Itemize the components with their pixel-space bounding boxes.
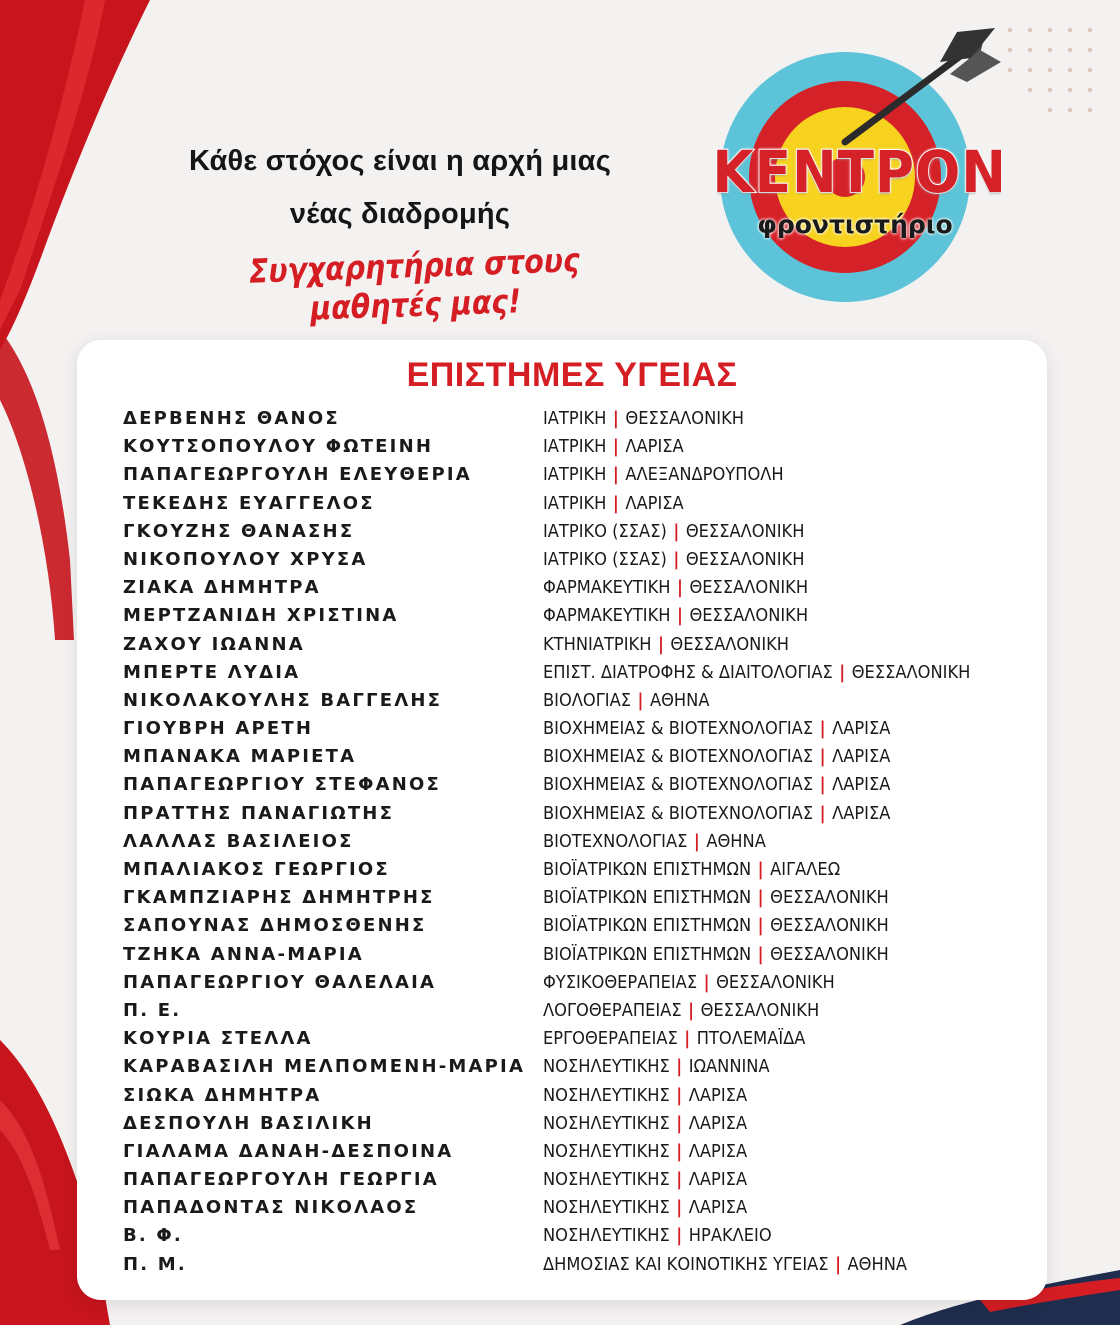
headline-line-1: Κάθε στόχος είναι η αρχή μιας <box>189 145 611 177</box>
admission-detail <box>543 1142 747 1162</box>
school-name: ΕΠΙΣΤ. ΔΙΑΤΡΟΦΗΣ & ΔΙΑΙΤΟΛΟΓΙΑΣ <box>543 662 833 683</box>
student-name: ΜΠΑΝΑΚΑ ΜΑΡΙΕΤΑ <box>123 746 357 768</box>
admission-detail <box>543 1001 819 1021</box>
list-item <box>77 1054 1047 1082</box>
admission-detail <box>543 1114 747 1134</box>
city-name: ΘΕΣΣΑΛΟΝΙΚΗ <box>625 409 745 429</box>
city-name: ΛΑΡΙΣΑ <box>832 803 891 824</box>
list-item <box>77 575 1047 603</box>
school-name: ΝΟΣΗΛΕΥΤΙΚΗΣ <box>543 1226 670 1247</box>
admission-detail <box>543 775 890 795</box>
student-name: ΤΕΚΕΔΗΣ ΕΥΑΓΓΕΛΟΣ <box>123 492 375 514</box>
list-item <box>77 660 1047 688</box>
student-name: ΜΕΡΤΖΑΝΙΔΗ ΧΡΙΣΤΙΝΑ <box>123 605 399 627</box>
logo-subtitle: φροντιστήριο <box>757 210 953 239</box>
city-name: ΙΩΑΝΝΙΝΑ <box>688 1057 770 1078</box>
list-item <box>77 857 1047 885</box>
city-name: ΛΑΡΙΣΑ <box>688 1198 748 1219</box>
school-name: ΦΥΣΙΚΟΘΕΡΑΠΕΙΑΣ <box>543 972 698 993</box>
city-name: ΛΑΡΙΣΑ <box>688 1085 748 1106</box>
city-name: ΛΑΡΙΣΑ <box>832 775 891 796</box>
city-name: ΘΕΣΣΑΛΟΝΙΚΗ <box>851 662 971 683</box>
admission-detail <box>543 719 890 739</box>
separator: | <box>693 831 700 852</box>
separator: | <box>676 1113 683 1134</box>
separator: | <box>839 662 846 683</box>
separator: | <box>819 719 826 740</box>
school-name: ΒΙΟΛΟΓΙΑΣ <box>543 690 632 711</box>
separator: | <box>835 1254 842 1275</box>
student-name: ΣΑΠΟΥΝΑΣ ΔΗΜΟΣΘΕΝΗΣ <box>123 915 427 937</box>
student-name: ΖΙΑΚΑ ΔΗΜΗΤΡΑ <box>123 577 321 599</box>
separator: | <box>657 634 664 655</box>
separator: | <box>819 775 826 796</box>
list-item <box>77 970 1047 998</box>
admission-detail <box>543 945 889 965</box>
city-name: ΑΘΗΝΑ <box>706 831 766 852</box>
school-name: ΝΟΣΗΛΕΥΤΙΚΗΣ <box>543 1057 670 1078</box>
school-name: ΕΡΓΟΘΕΡΑΠΕΙΑΣ <box>543 1029 678 1050</box>
admission-detail <box>543 522 804 542</box>
list-item <box>77 801 1047 829</box>
results-list <box>77 406 1047 1280</box>
separator: | <box>612 409 619 429</box>
school-name: ΒΙΟΧΗΜΕΙΑΣ & ΒΙΟΤΕΧΝΟΛΟΓΙΑΣ <box>543 803 814 824</box>
list-item <box>77 1252 1047 1280</box>
list-item <box>77 913 1047 941</box>
student-name: Π. Μ. <box>123 1253 187 1275</box>
separator: | <box>673 549 680 570</box>
separator: | <box>757 916 764 937</box>
list-item <box>77 885 1047 913</box>
list-item <box>77 632 1047 660</box>
student-name: ΜΠΕΡΤΕ ΛΥΔΙΑ <box>123 661 301 683</box>
student-name: ΠΑΠΑΓΕΩΡΓΙΟΥ ΣΤΕΦΑΝΟΣ <box>123 774 441 796</box>
student-name: ΚΑΡΑΒΑΣΙΛΗ ΜΕΛΠΟΜΕΝΗ-ΜΑΡΙΑ <box>123 1056 526 1078</box>
student-name: ΚΟΥΤΣΟΠΟΥΛΟΥ ΦΩΤΕΙΝΗ <box>123 436 434 458</box>
school-name: ΙΑΤΡΙΚΟ (ΣΣΑΣ) <box>543 521 667 542</box>
admission-detail <box>543 465 784 485</box>
city-name: ΛΑΡΙΣΑ <box>832 747 891 768</box>
school-name: ΝΟΣΗΛΕΥΤΙΚΗΣ <box>543 1085 670 1106</box>
city-name: ΠΤΟΛΕΜΑΪΔΑ <box>696 1029 806 1050</box>
student-name: ΓΙΑΛΑΜΑ ΔΑΝΑΗ-ΔΕΣΠΟΙΝΑ <box>123 1140 454 1162</box>
separator: | <box>612 437 619 458</box>
admission-detail <box>543 747 890 767</box>
city-name: ΘΕΣΣΑΛΟΝΙΚΗ <box>770 944 889 965</box>
admission-detail <box>543 1255 907 1275</box>
separator: | <box>757 888 764 909</box>
admission-detail <box>543 1029 805 1049</box>
student-name: ΜΠΑΛΙΑΚΟΣ ΓΕΩΡΓΙΟΣ <box>123 859 390 880</box>
student-name: Π. Ε. <box>123 999 182 1021</box>
city-name: ΘΕΣΣΑΛΟΝΙΚΗ <box>770 888 889 909</box>
student-name: Β. Φ. <box>123 1225 183 1247</box>
admission-detail <box>543 1086 747 1106</box>
student-name: ΓΚΟΥΖΗΣ ΘΑΝΑΣΗΣ <box>123 520 355 542</box>
list-item <box>77 1083 1047 1111</box>
admission-detail <box>543 1057 770 1077</box>
city-name: ΛΑΡΙΣΑ <box>688 1141 748 1162</box>
admission-detail <box>543 973 835 993</box>
separator: | <box>676 1170 683 1191</box>
separator: | <box>676 1057 683 1078</box>
separator: | <box>612 465 619 486</box>
city-name: ΛΑΡΙΣΑ <box>688 1113 748 1134</box>
red-brush-stroke-mid <box>0 330 74 640</box>
list-item <box>77 829 1047 857</box>
separator: | <box>676 606 683 627</box>
school-name: ΙΑΤΡΙΚΗ <box>543 437 607 458</box>
separator: | <box>703 972 710 993</box>
student-name: ΣΙΩΚΑ ΔΗΜΗΤΡΑ <box>123 1084 322 1106</box>
separator: | <box>676 578 683 599</box>
separator: | <box>676 1085 683 1106</box>
logo-title: KENTPON <box>712 138 1007 206</box>
city-name: ΘΕΣΣΑΛΟΝΙΚΗ <box>689 578 809 599</box>
separator: | <box>676 1226 683 1247</box>
school-name: ΙΑΤΡΙΚΗ <box>543 409 607 429</box>
admission-detail <box>543 550 804 570</box>
student-name: ΔΕΣΠΟΥΛΗ ΒΑΣΙΛΙΚΗ <box>123 1112 374 1134</box>
results-card <box>77 340 1047 1300</box>
admission-detail <box>543 635 789 655</box>
city-name: ΑΘΗΝΑ <box>847 1254 908 1275</box>
separator: | <box>757 944 764 965</box>
school-name: ΙΑΤΡΙΚΗ <box>543 465 607 486</box>
city-name: ΛΑΡΙΣΑ <box>625 493 684 514</box>
separator: | <box>819 803 826 824</box>
separator: | <box>612 493 619 514</box>
student-name: ΠΑΠΑΔΟΝΤΑΣ ΝΙΚΟΛΑΟΣ <box>123 1197 419 1219</box>
city-name: ΘΕΣΣΑΛΟΝΙΚΗ <box>685 549 805 570</box>
admission-detail <box>543 888 889 908</box>
city-name: ΛΑΡΙΣΑ <box>832 719 891 740</box>
school-name: ΒΙΟΪΑΤΡΙΚΩΝ ΕΠΙΣΤΗΜΩΝ <box>543 944 752 965</box>
separator: | <box>676 1141 683 1162</box>
school-name: ΙΑΤΡΙΚΟ (ΣΣΑΣ) <box>543 549 667 570</box>
school-name: ΒΙΟΪΑΤΡΙΚΩΝ ΕΠΙΣΤΗΜΩΝ <box>543 916 752 937</box>
student-name: ΓΚΑΜΠΖΙΑΡΗΣ ΔΗΜΗΤΡΗΣ <box>123 887 435 909</box>
city-name: ΘΕΣΣΑΛΟΝΙΚΗ <box>689 606 809 627</box>
student-name: ΝΙΚΟΠΟΥΛΟΥ ΧΡΥΣΑ <box>123 548 368 570</box>
city-name: ΗΡΑΚΛΕΙΟ <box>688 1226 772 1247</box>
school-name: ΝΟΣΗΛΕΥΤΙΚΗΣ <box>543 1170 670 1191</box>
student-name: ΠΑΠΑΓΕΩΡΓΙΟΥ ΘΑΛΕΛΑΙΑ <box>123 971 437 993</box>
student-name: ΠΡΑΤΤΗΣ ΠΑΝΑΓΙΩΤΗΣ <box>123 802 395 824</box>
city-name: ΘΕΣΣΑΛΟΝΙΚΗ <box>770 916 889 937</box>
list-item <box>77 942 1047 970</box>
admission-detail <box>543 804 890 824</box>
list-item <box>77 998 1047 1026</box>
list-item <box>77 772 1047 800</box>
headline-line-2: νέας διαδρομής <box>289 198 511 230</box>
school-name: ΒΙΟΤΕΧΝΟΛΟΓΙΑΣ <box>543 831 688 852</box>
city-name: ΘΕΣΣΑΛΟΝΙΚΗ <box>670 634 790 655</box>
school-name: ΒΙΟΧΗΜΕΙΑΣ & ΒΙΟΤΕΧΝΟΛΟΓΙΑΣ <box>543 775 814 796</box>
separator: | <box>673 521 680 542</box>
school-name: ΒΙΟΪΑΤΡΙΚΩΝ ΕΠΙΣΤΗΜΩΝ <box>543 888 752 909</box>
list-item <box>77 547 1047 575</box>
student-name: ΠΑΠΑΓΕΩΡΓΟΥΛΗ ΓΕΩΡΓΙΑ <box>123 1169 439 1191</box>
separator: | <box>688 1000 695 1021</box>
school-name: ΒΙΟΧΗΜΕΙΑΣ & ΒΙΟΤΕΧΝΟΛΟΓΙΑΣ <box>543 719 814 740</box>
student-name: ΠΑΠΑΓΕΩΡΓΟΥΛΗ ΕΛΕΥΘΕΡΙΑ <box>123 464 472 486</box>
list-item <box>77 688 1047 716</box>
admission-detail <box>543 494 684 514</box>
admission-detail <box>543 860 840 880</box>
admission-detail <box>543 691 709 711</box>
separator: | <box>684 1029 691 1050</box>
separator: | <box>819 747 826 768</box>
admission-detail <box>543 578 808 598</box>
school-name: ΒΙΟΧΗΜΕΙΑΣ & ΒΙΟΤΕΧΝΟΛΟΓΙΑΣ <box>543 747 814 768</box>
school-name: ΒΙΟΪΑΤΡΙΚΩΝ ΕΠΙΣΤΗΜΩΝ <box>543 860 752 880</box>
list-item <box>77 462 1047 490</box>
student-name: ΝΙΚΟΛΑΚΟΥΛΗΣ ΒΑΓΓΕΛΗΣ <box>123 689 443 711</box>
list-item <box>77 434 1047 462</box>
student-name: ΚΟΥΡΙΑ ΣΤΕΛΛΑ <box>123 1028 313 1050</box>
admission-detail <box>543 1170 747 1190</box>
congratulations-tagline: Συγχαρητήρια στους μαθητές μας! <box>248 240 581 328</box>
admission-detail <box>543 1226 772 1246</box>
city-name: ΑΛΕΞΑΝΔΡΟΥΠΟΛΗ <box>625 465 784 486</box>
admission-detail <box>543 606 808 626</box>
list-item <box>77 519 1047 547</box>
admission-detail <box>543 437 684 457</box>
city-name: ΘΕΣΣΑΛΟΝΙΚΗ <box>685 521 805 542</box>
list-item <box>77 491 1047 519</box>
card-title: ΕΠΙΣΤΗΜΕΣ ΥΓΕΙΑΣ <box>406 356 738 394</box>
student-name: ΛΑΛΛΑΣ ΒΑΣΙΛΕΙΟΣ <box>123 830 354 852</box>
city-name: ΘΕΣΣΑΛΟΝΙΚΗ <box>716 972 835 993</box>
admission-detail <box>543 663 970 683</box>
student-name: ΤΖΗΚΑ ΑΝΝΑ-ΜΑΡΙΑ <box>123 943 364 965</box>
student-name: ΓΙΟΥΒΡΗ ΑΡΕΤΗ <box>123 718 314 740</box>
list-item <box>77 1111 1047 1139</box>
list-item <box>77 716 1047 744</box>
admission-detail <box>543 832 766 852</box>
list-item <box>77 1195 1047 1223</box>
separator: | <box>637 690 644 711</box>
city-name: ΑΘΗΝΑ <box>649 690 710 711</box>
school-name: ΛΟΓΟΘΕΡΑΠΕΙΑΣ <box>543 1000 682 1021</box>
school-name: ΝΟΣΗΛΕΥΤΙΚΗΣ <box>543 1141 670 1162</box>
separator: | <box>676 1198 683 1219</box>
student-name: ΖΑΧΟΥ ΙΩΑΝΝΑ <box>123 633 305 655</box>
city-name: ΑΙΓΑΛΕΩ <box>770 860 841 880</box>
admission-detail <box>543 1198 747 1218</box>
city-name: ΛΑΡΙΣΑ <box>625 437 684 458</box>
admission-detail <box>543 409 744 429</box>
list-item <box>77 406 1047 434</box>
list-item <box>77 1139 1047 1167</box>
list-item <box>77 1026 1047 1054</box>
student-name: ΔΕΡΒΕΝΗΣ ΘΑΝΟΣ <box>123 408 340 429</box>
school-name: ΦΑΡΜΑΚΕΥΤΙΚΗ <box>543 606 671 627</box>
school-name: ΦΑΡΜΑΚΕΥΤΙΚΗ <box>543 578 671 599</box>
dot-pattern <box>1008 28 1092 112</box>
school-name: ΝΟΣΗΛΕΥΤΙΚΗΣ <box>543 1113 670 1134</box>
school-name: ΔΗΜΟΣΙΑΣ ΚΑΙ ΚΟΙΝΟΤΙΚΗΣ ΥΓΕΙΑΣ <box>543 1254 829 1275</box>
school-name: ΙΑΤΡΙΚΗ <box>543 493 607 514</box>
admission-detail <box>543 916 889 936</box>
city-name: ΛΑΡΙΣΑ <box>688 1170 748 1191</box>
list-item <box>77 603 1047 631</box>
list-item <box>77 1167 1047 1195</box>
school-name: ΝΟΣΗΛΕΥΤΙΚΗΣ <box>543 1198 670 1219</box>
separator: | <box>757 860 764 880</box>
list-item <box>77 744 1047 772</box>
school-name: ΚΤΗΝΙΑΤΡΙΚΗ <box>543 634 652 655</box>
city-name: ΘΕΣΣΑΛΟΝΙΚΗ <box>700 1000 820 1021</box>
list-item <box>77 1223 1047 1251</box>
